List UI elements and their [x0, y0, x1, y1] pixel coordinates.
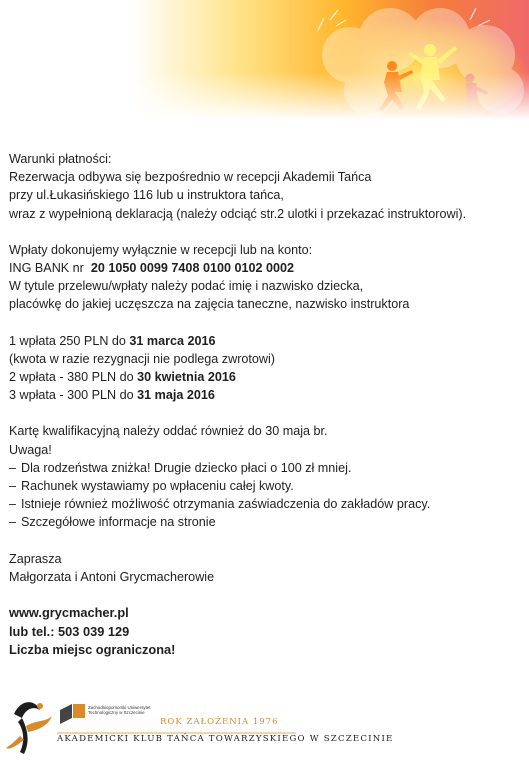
- dash-bullet: –: [9, 479, 17, 494]
- installment-1-date: 31 marca 2016: [129, 333, 216, 348]
- dash-bullet: –: [9, 460, 17, 475]
- note-item: [9, 477, 524, 495]
- dash-bullet: –: [9, 497, 17, 512]
- website-link[interactable]: www.grycmacher.pl: [9, 605, 129, 621]
- footer: [0, 690, 529, 768]
- installment-1-text: 1 wpłata 250 PLN do: [9, 333, 130, 348]
- dancers-illustration: [0, 0, 529, 120]
- payment-heading: Warunki płatności:: [9, 152, 112, 166]
- transfer-title-info: W tytule przelewu/wpłaty należy podać imię i nazwisko dziecka,: [9, 279, 364, 294]
- account-number: 20 1050 0099 7408 0100 0102 0002: [90, 261, 294, 276]
- installment-3-date: 31 maja 2016: [137, 388, 215, 403]
- transfer-title-info: placówkę do jakiej uczęszcza na zajęcia taneczne, nazwisko instruktora: [9, 297, 410, 312]
- limited-places: Liczba miejsc ograniczona!: [9, 642, 176, 658]
- card-note: Kartę kwalifikacyjną należy oddać również do 30 maja br.: [9, 424, 328, 439]
- club-name: AKADEMICKI KLUB TAŃCA TOWARZYSKIEGO W SZCZECINIE: [57, 734, 394, 744]
- founded-year: ROK ZAŁOŻENIA 1976: [160, 717, 279, 727]
- installment-3-text: 3 wpłata - 300 PLN do: [9, 388, 138, 403]
- payment-line: Rezerwacja odbywa się bezpośrednio w recepcji Akademii Tańca: [9, 170, 372, 185]
- main-content: [9, 150, 524, 660]
- installment-1-note: (kwota w razie rezygnacji nie podlega zwrotowi): [9, 351, 275, 366]
- installment-2-text: 2 wpłata - 380 PLN do: [9, 370, 138, 385]
- installment-2-date: 30 kwietnia 2016: [137, 370, 236, 385]
- header-banner: [0, 0, 529, 120]
- payment-line: wraz z wypełnioną deklaracją (należy odciąć str.2 ulotki i przekazać instruktorowi).: [9, 206, 467, 221]
- note-item-text: Dla rodzeństwa zniżka! Drugie dziecko płaci o 100 zł mniej.: [21, 460, 352, 475]
- note-item-text: Szczegółowe informacje na stronie: [21, 515, 216, 530]
- note-item-text: Rachunek wystawiamy po wpłaceniu całej kwoty.: [21, 479, 294, 494]
- attention-label: Uwaga!: [9, 442, 52, 457]
- university-name: Zachodniopomorski Uniwersytet Technologiczny w Szczecinie: [88, 705, 151, 715]
- installment-3: [9, 386, 524, 404]
- installment-1: [9, 332, 524, 350]
- closing-names: Małgorzata i Antoni Grycmacherowie: [9, 569, 215, 584]
- dash-bullet: –: [9, 515, 17, 530]
- transfer-intro: Wpłaty dokonujemy wyłącznie w recepcji lub na konto:: [9, 242, 313, 257]
- closing-invite: Zaprasza: [9, 551, 62, 566]
- footer-graphics: [0, 690, 529, 768]
- note-item-text: Istnieje również możliwość otrzymania zaświadczenia do zakładów pracy.: [21, 497, 431, 512]
- dancer-logo-icon: [6, 702, 52, 754]
- bank-account: [9, 259, 524, 277]
- installment-2: [9, 368, 524, 386]
- university-logo-icon: [60, 704, 85, 724]
- payment-line: przy ul.Łukasińskiego 116 lub u instruktora tańca,: [9, 188, 284, 203]
- note-item: [9, 459, 524, 477]
- note-item: [9, 495, 524, 513]
- phone-number: lub tel.: 503 039 129: [9, 623, 130, 639]
- note-item: [9, 513, 524, 531]
- bank-prefix: ING BANK nr: [9, 261, 91, 276]
